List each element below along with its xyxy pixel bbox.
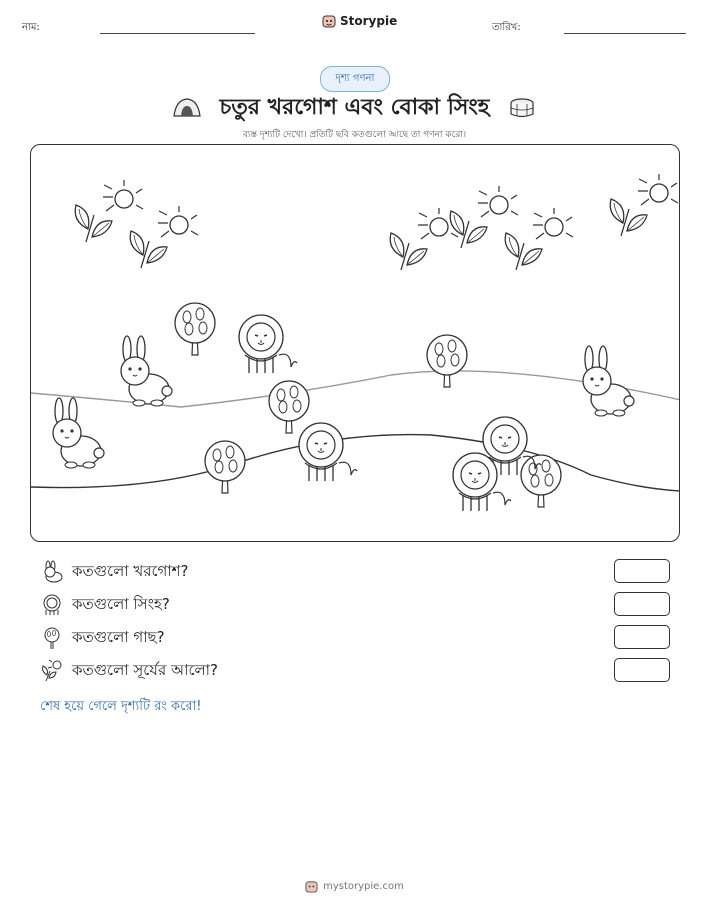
answer-box[interactable]	[614, 658, 670, 682]
tree-icon	[40, 626, 64, 650]
lion	[453, 453, 511, 511]
question-text: কতগুলো খরগোশ?	[72, 561, 189, 580]
lion	[239, 315, 297, 373]
tree	[175, 303, 215, 355]
scene-illustration	[31, 145, 680, 542]
storypie-mascot-icon	[305, 880, 318, 893]
tree	[269, 381, 309, 433]
tree	[427, 335, 467, 387]
sunlight-plant	[505, 208, 573, 270]
date-field[interactable]	[564, 33, 686, 34]
page-title	[0, 90, 709, 127]
question-lions	[40, 592, 680, 618]
lion-icon	[40, 593, 64, 617]
tree	[521, 455, 561, 507]
rabbit-icon	[40, 560, 64, 584]
question-sunlight	[40, 658, 680, 684]
question-text: কতগুলো সিংহ?	[72, 594, 170, 613]
brand-logo	[322, 14, 397, 28]
cave-icon	[172, 96, 202, 118]
answer-box[interactable]	[614, 625, 670, 649]
brand-name: Storypie	[340, 14, 398, 28]
page-title-text: চতুর খরগোশ এবং বোকা সিংহ	[219, 95, 490, 120]
sunlight-plant	[390, 208, 458, 270]
category-badge: দৃশ্য গণনা	[320, 66, 390, 92]
lion	[299, 423, 357, 481]
name-label: নাম:	[22, 22, 40, 33]
answer-box[interactable]	[614, 592, 670, 616]
footer-url[interactable]: mystorypie.com	[323, 881, 404, 892]
question-trees	[40, 625, 680, 651]
question-text: কতগুলো গাছ?	[72, 627, 165, 646]
instructions: ব্যস্ত দৃশ্যটি দেখো। প্রতিটি ছবি কতগুলো আছে তা গণনা করো।	[242, 130, 467, 140]
rabbit	[53, 398, 104, 468]
counting-scene	[30, 144, 680, 542]
name-field[interactable]	[100, 33, 255, 34]
coloring-note: শেষ হয়ে গেলে দৃশ্যটি রং করো!	[40, 699, 202, 714]
sunlight-plant	[130, 206, 198, 268]
question-text: কতগুলো সূর্যের আলো?	[72, 660, 218, 679]
question-rabbits	[40, 559, 680, 585]
well-icon	[507, 95, 537, 119]
storypie-mascot-icon	[322, 14, 336, 28]
footer	[0, 880, 709, 893]
rabbit	[121, 336, 172, 406]
tree	[205, 441, 245, 493]
date-label: তারিখ:	[492, 22, 521, 33]
rabbit	[583, 346, 634, 416]
sunlight-icon	[40, 659, 64, 683]
sunlight-plant	[610, 174, 678, 236]
answer-box[interactable]	[614, 559, 670, 583]
